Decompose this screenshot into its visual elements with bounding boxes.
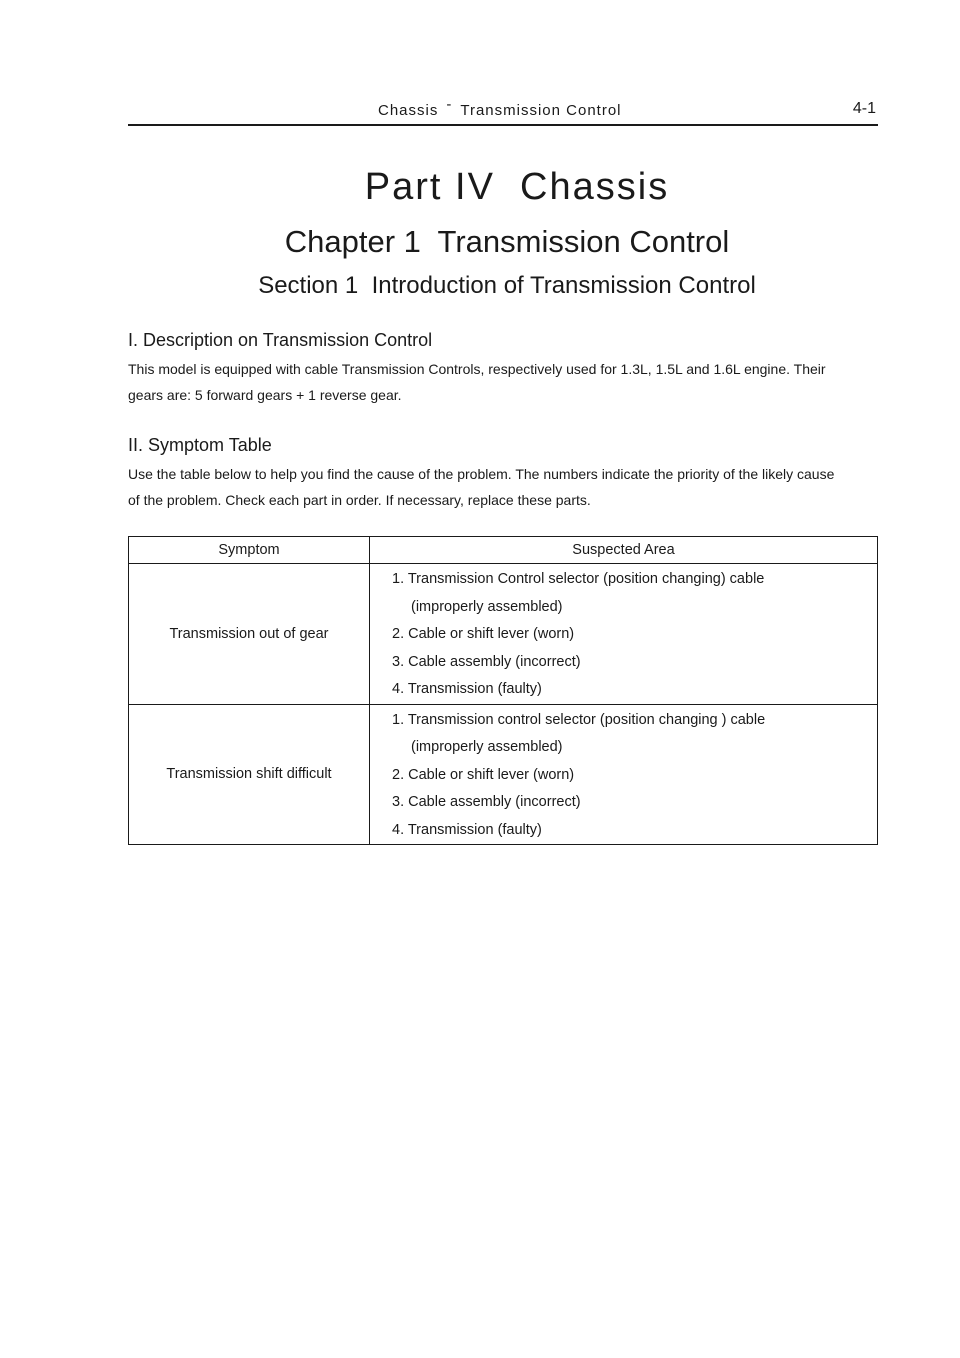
description-paragraph	[128, 356, 878, 408]
table-row	[129, 564, 878, 705]
description-line: gears are: 5 forward gears + 1 reverse gear.	[128, 387, 402, 403]
header-title	[378, 96, 622, 119]
symptom-table	[128, 536, 878, 845]
header-topic: Transmission Control	[460, 102, 622, 119]
area-item: 3. Cable assembly (incorrect)	[392, 653, 581, 670]
symptom-table-heading: II. Symptom Table	[128, 435, 272, 455]
column-header-suspected-area: Suspected Area	[370, 537, 878, 564]
area-item: 2. Cable or shift lever (worn)	[392, 766, 575, 783]
area-item: 2. Cable or shift lever (worn)	[392, 626, 575, 642]
description-line: This model is equipped with cable Transmission Controls, respectively used for 1.3L, 1.5L and 1.6L engine. Their	[128, 361, 826, 377]
suspected-area-cell	[370, 564, 878, 705]
table-row	[129, 704, 878, 845]
column-header-symptom: Symptom	[129, 537, 370, 564]
area-item: 4. Transmission (faulty)	[392, 821, 542, 838]
symptom-intro-line: Use the table below to help you find the cause of the problem. The numbers indicate the priority of the likely cause	[128, 466, 835, 482]
part-title: Part IV Chassis	[364, 166, 670, 208]
table-header-row	[129, 537, 878, 564]
section-title: Section 1 Introduction of Transmission Control	[258, 272, 756, 299]
page-number: 4-1	[852, 100, 876, 117]
symptom-cell: Transmission out of gear	[129, 564, 370, 705]
area-item: 3. Cable assembly (incorrect)	[392, 794, 581, 810]
description-heading: I. Description on Transmission Control	[128, 330, 433, 350]
symptom-cell: Transmission shift difficult	[129, 704, 370, 845]
area-item: 4. Transmission (faulty)	[392, 681, 542, 697]
chapter-title: Chapter 1 Transmission Control	[284, 224, 730, 259]
header-chapter: Chassis	[378, 102, 439, 119]
header-separator: -	[446, 96, 453, 113]
symptom-intro-line: of the problem. Check each part in order. If necessary, replace these parts.	[128, 492, 591, 508]
running-header	[128, 98, 878, 126]
area-item: (improperly assembled)	[411, 598, 563, 615]
area-item: 1. Transmission control selector (position changing ) cable	[392, 711, 766, 728]
area-item: (improperly assembled)	[411, 739, 563, 755]
symptom-intro-paragraph	[128, 461, 878, 513]
area-item: 1. Transmission Control selector (position changing) cable	[392, 571, 765, 587]
suspected-area-cell	[370, 704, 878, 845]
